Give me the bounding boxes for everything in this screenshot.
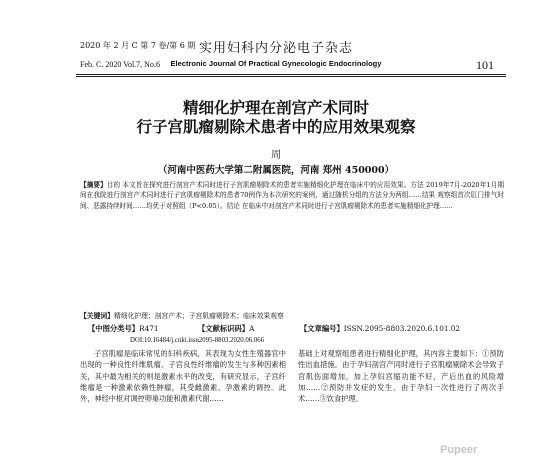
body-paragraph: 基础上对观察组患者进行精细化护理，其内容主要如下：①预防性出血措施。由于孕妇剖宫产同时进行子宫肌瘤剔除术会导致子宫肌伤面增加，加上孕妇宫缩功能不好，产后出血的风险增加……②预防并发症的发生。由于孕妇一次性进行了两次手术……③饮食护理。 [298, 349, 504, 404]
doc-code-value: A [249, 324, 255, 333]
article-affiliation: （河南中医药大学第二附属医院，河南 郑州 450000） [157, 165, 395, 176]
article-number-value: ISSN.2095-8803.2020.6.101.02 [343, 324, 461, 333]
header-rule-2 [76, 76, 506, 77]
doc-code-label: 【文献标识码】 [198, 324, 250, 333]
article-author: 周 [271, 150, 281, 161]
clc-label: 【中图分类号】 [88, 324, 140, 333]
abstract-label: 【摘要】 [80, 181, 107, 189]
journal-title-cn: 实用妇科内分泌电子杂志 [198, 41, 353, 56]
article-number-field [300, 324, 460, 334]
article-title-line2: 行子宫肌瘤剔除术患者中的应用效果观察 [136, 117, 416, 136]
header-rule [76, 74, 506, 75]
abstract-block [80, 180, 504, 211]
article-number-label: 【文章编号】 [300, 324, 344, 333]
keywords-text: 精细化护理；剖宫产术；子宫肌瘤剔除术；临床效果观察 [113, 312, 284, 320]
body-column-right [298, 348, 504, 404]
body-paragraph: 子宫肌瘤是临床常见的妇科疾病，其表现为女性生殖器官中出现的一种良性纤维肌瘤。子宫良性纤维瘤的发生与多种因素相关，其中最为相关的则是激素水平的改变，有研究显示，子宫纤维瘤是一种激素依赖性肿瘤，其受雌激素、孕激素的调控。此外，神经中枢对调控卵巢功能和激素代谢…… [80, 349, 286, 404]
issue-info-en: Feb. C. 2020 Vol.7, No.6 [80, 60, 160, 69]
article-title [0, 98, 552, 136]
abstract-text: 目的 本文旨在探究进行剖宫产术同时进行子宫肌瘤剔除术的患者实施精细化护理在临床中的应用效果。方法 2019年7月-2020年1月期间在我院进行剖宫产术同时进行子宫肌瘤剔除术的患者70例作为本次研究的案例，通过随机分组的方法分为两组……结果 观察组首次肛门排气时间、恶露持续时间……均优于对照组（P<0.05）。结论 在临床中对剖宫产术同时进行子宫肌瘤剔除术的患者实施精细化护理…… [80, 181, 504, 210]
keywords-line [80, 310, 504, 320]
doc-code-field [198, 324, 254, 334]
page-number: 101 [476, 58, 494, 72]
clc-field [88, 324, 159, 334]
clc-value: R471 [139, 324, 159, 333]
doi-line: DOI:10.16484/j.cnki.issn2095-8803.2020.06.066 [130, 337, 265, 344]
body-column-left [80, 348, 286, 404]
journal-header [0, 0, 552, 76]
article-title-line1: 精细化护理在剖宫产术同时 [182, 98, 369, 117]
issue-info-cn: 2020 年 2 月 C 第 7 卷/第 6 期 [80, 41, 196, 50]
keywords-label: 【关键词】 [80, 312, 114, 320]
journal-title-en: Electronic Journal Of Practical Gynecologic Endocrinology [170, 59, 382, 68]
watermark-logo: Pupeer [440, 444, 478, 456]
